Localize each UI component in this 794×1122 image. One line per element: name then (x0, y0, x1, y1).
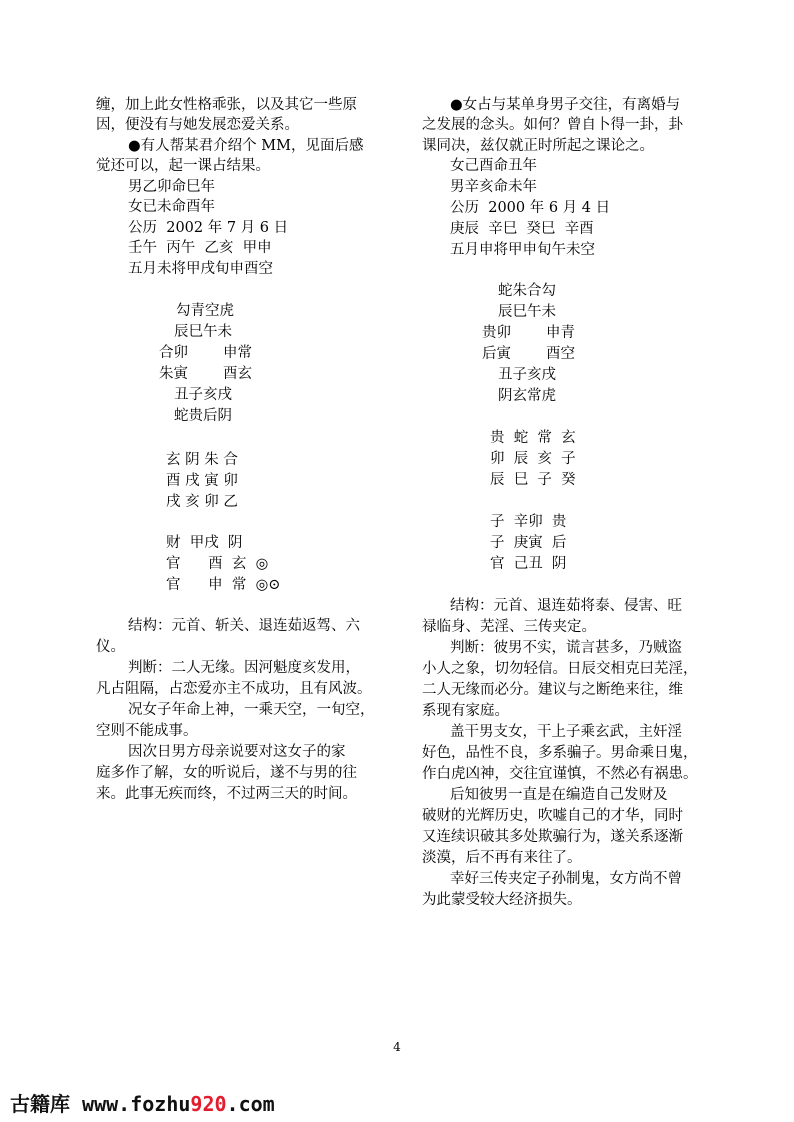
right-p1-line2: 之发展的念头。如何？曾自卜得一卦，卦 (422, 117, 683, 133)
right-p3-line3: 二人无缘而必分。建议与之断绝来往，维 (422, 682, 683, 698)
right-chart1-left2: 后寅 (482, 346, 511, 362)
left-chart1-branches-bottom: 丑子亥戌 (174, 387, 232, 403)
right-p2-line1: 结构：元首、退连茹将泰、侵害、旺 (450, 598, 682, 614)
left-info-4: 壬午 丙午 乙亥 甲申 (128, 240, 272, 256)
right-p5-line3: 又连续识破其多处欺骗行为，遂关系逐渐 (422, 829, 683, 845)
right-p6-line1: 幸好三传夹定子孙制鬼，女方尚不曾 (450, 871, 682, 887)
left-chart1-left1: 合卯 (159, 345, 188, 361)
left-chart2-row2: 酉 戌 寅 卯 (166, 473, 238, 489)
right-info-5: 五月申将甲申旬午未空 (450, 242, 595, 258)
right-p1-line3: 课同决，兹仅就正时所起之课论之。 (422, 138, 654, 154)
watermark (10, 1088, 275, 1117)
right-chart3-row2: 子 庚寅 后 (490, 535, 567, 551)
right-info-3: 公历 2000 年 6 月 4 日 (450, 200, 611, 216)
left-p1-line1: 缠，加上此女性格乖张，以及其它一些原 (96, 97, 357, 113)
right-chart1-bottom: 阴玄常虎 (498, 388, 556, 404)
left-chart1-right1: 申常 (223, 345, 252, 361)
right-p3-line4: 系现有家庭。 (422, 703, 509, 719)
left-chart1-bottom: 蛇贵后阴 (174, 408, 232, 424)
left-p4-line1: 判断：二人无缘。因河魁度亥发用， (128, 660, 360, 676)
left-chart1-top: 勾青空虎 (176, 303, 234, 319)
right-chart1-branches-bottom: 丑子亥戌 (498, 367, 556, 383)
right-p5-line4: 淡漠，后不再有来往了。 (422, 850, 582, 866)
left-p2-line1: ●有人帮某君介绍个 MM，见面后感 (128, 138, 364, 154)
left-p5-line1: 况女子年命上神，一乘天空，一旬空， (128, 702, 375, 718)
right-p4-line1: 盖干男支女，干上子乘玄武，主奸淫 (450, 724, 682, 740)
left-p3-line1: 结构：元首、斩关、退连茹返驾、六 (128, 618, 360, 634)
right-p5-line1: 后知彼男一直是在编造自己发财及 (450, 787, 668, 803)
left-p2-line2: 觉还可以，起一课占结果。 (96, 158, 270, 174)
left-chart3-row2: 官 酉 玄 ◎ (166, 556, 269, 572)
left-p6-line2: 庭多作了解，女的听说后，遂不与男的往 (96, 765, 357, 781)
right-info-1: 女己酉命丑年 (450, 158, 537, 174)
right-p5-line2: 破财的光辉历史，吹嘘自己的才华，同时 (422, 808, 683, 824)
left-chart2-row1: 玄 阴 朱 合 (166, 452, 238, 468)
right-chart2-row3: 辰 巳 子 癸 (490, 472, 576, 488)
right-info-2: 男辛亥命未年 (450, 179, 537, 195)
left-p1-line2: 因，便没有与她发展恋爱关系。 (96, 117, 299, 133)
watermark-prefix: 古籍库 www.fozhu (10, 1092, 191, 1116)
watermark-highlight: 920 (190, 1092, 227, 1116)
left-info-1: 男乙卯命巳年 (128, 179, 215, 195)
left-info-2: 女已未命酉年 (128, 199, 215, 215)
left-info-5: 五月未将甲戌旬申酉空 (128, 261, 273, 277)
left-chart2-row3: 戌 亥 卯 乙 (166, 494, 238, 510)
left-chart1-left2: 朱寅 (159, 366, 188, 382)
left-p3-line2: 仪。 (96, 639, 125, 655)
right-chart3-row1: 子 辛卯 贵 (490, 514, 567, 530)
right-chart3-row3: 官 己丑 阴 (490, 556, 567, 572)
right-p3-line2: 小人之象，切勿轻信。日辰交相克曰芜淫， (422, 661, 698, 677)
right-chart1-right2: 酉空 (546, 346, 575, 362)
right-p6-line2: 为此蒙受较大经济损失。 (422, 892, 582, 908)
right-chart1-branches-top: 辰巳午未 (498, 304, 556, 320)
right-info-4: 庚辰 辛巳 癸巳 辛酉 (450, 221, 594, 237)
left-chart3-row1: 财 甲戌 阴 (166, 535, 243, 551)
right-chart1-top: 蛇朱合勾 (498, 283, 556, 299)
left-p5-line2: 空则不能成事。 (96, 723, 198, 739)
left-chart1-right2: 酉玄 (223, 366, 252, 382)
right-chart1-right1: 申青 (546, 325, 575, 341)
left-p6-line3: 来。此事无疾而终，不过两三天的时间。 (96, 786, 357, 802)
right-p4-line3: 作白虎凶神，交往宜谨慎，不然必有祸患。 (422, 766, 698, 782)
page-number: 4 (393, 1040, 401, 1054)
right-chart2-row1: 贵 蛇 常 玄 (490, 430, 576, 446)
right-chart2-row2: 卯 辰 亥 子 (490, 451, 576, 467)
right-p2-line2: 禄临身、芜淫、三传夹定。 (422, 619, 596, 635)
right-chart1-left1: 贵卯 (482, 325, 511, 341)
left-p4-line2: 凡占阻隔，占恋爱亦主不成功，且有风波。 (96, 681, 372, 697)
left-chart3-row3: 官 申 常 ◎⊙ (166, 577, 281, 593)
watermark-suffix: .com (226, 1092, 275, 1116)
right-p3-line1: 判断：彼男不实，谎言甚多，乃贼盗 (450, 640, 682, 656)
right-p4-line2: 好色，品性不良，多系骗子。男命乘日鬼， (422, 745, 698, 761)
left-info-3: 公历 2002 年 7 月 6 日 (128, 220, 289, 236)
left-chart1-branches-top: 辰巳午未 (174, 324, 232, 340)
left-p6-line1: 因次日男方母亲说要对这女子的家 (128, 744, 346, 760)
right-p1-line1: ●女占与某单身男子交往，有离婚与 (450, 97, 681, 113)
